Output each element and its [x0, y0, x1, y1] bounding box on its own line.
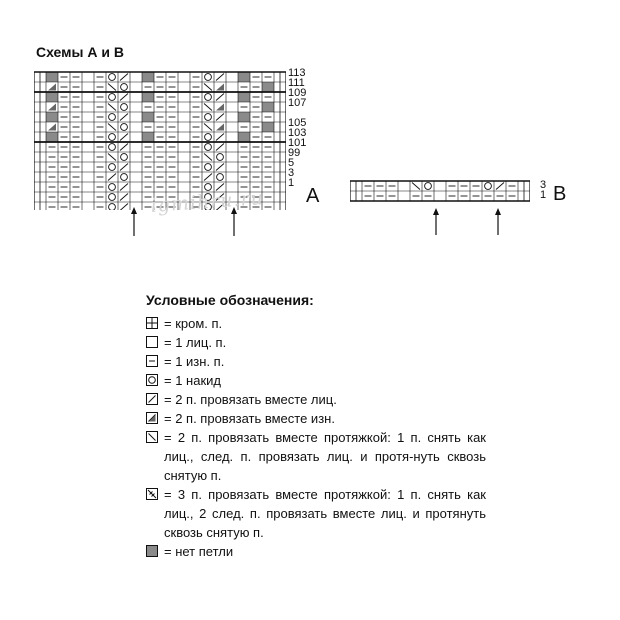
ssk-mark [204, 124, 212, 131]
no-stitch-cell [142, 132, 154, 142]
ssk-icon [146, 431, 158, 443]
legend-text-nostitch: = нет петли [164, 544, 234, 559]
no-stitch-cell [262, 82, 274, 92]
legend-item-purl [146, 352, 486, 371]
yarn-over-mark [217, 174, 224, 181]
ssk-mark [204, 84, 212, 91]
yarn-over-mark [109, 114, 116, 121]
yarn-over-mark [205, 74, 212, 81]
k2tog-mark [216, 144, 224, 151]
ssk-mark [108, 84, 116, 91]
k2tog-icon [146, 393, 158, 405]
yarn-over-mark [121, 104, 128, 111]
legend-text-purl: = 1 изн. п. [164, 354, 225, 369]
ssk-mark [108, 124, 116, 131]
yarn-over-mark [121, 154, 128, 161]
yarn-over-mark [205, 114, 212, 121]
legend-item-sk2p [146, 485, 486, 542]
legend-item-nostitch [146, 542, 486, 561]
page-title: Схемы А и В [36, 44, 124, 60]
p2tog-mark [216, 84, 224, 91]
yarn-over-mark [205, 94, 212, 101]
k2tog-mark [120, 134, 128, 141]
repeat-arrow-head [433, 208, 439, 215]
ssk-mark [204, 104, 212, 111]
legend-item-p2tog [146, 409, 486, 428]
k2tog-mark [120, 94, 128, 101]
no-stitch-cell [46, 72, 58, 82]
purl-stitch-icon [146, 355, 158, 367]
yarn-over-mark [205, 144, 212, 151]
no-stitch-cell [238, 92, 250, 102]
chart-a-row-number: 103 [288, 127, 307, 139]
ssk-mark [108, 104, 116, 111]
p2tog-mark [48, 84, 56, 91]
ssk-mark [412, 183, 420, 190]
sk2p-icon [146, 488, 158, 500]
p2tog-mark [48, 104, 56, 111]
watermark: igmihru.ru [150, 187, 265, 217]
legend-text-yo: = 1 накид [164, 373, 221, 388]
yarn-over-mark [217, 154, 224, 161]
legend-text-knit: = 1 лиц. п. [164, 335, 227, 350]
chart-b-label: B [553, 183, 567, 205]
p2tog-icon [146, 412, 158, 424]
ssk-mark [108, 154, 116, 161]
no-stitch-icon [146, 545, 158, 557]
k2tog-mark [120, 74, 128, 81]
yarn-over-mark [109, 164, 116, 171]
no-stitch-cell [142, 92, 154, 102]
chart-a-row-number: 3 [288, 167, 295, 179]
chart-b-row-number: 1 [540, 189, 547, 201]
legend-text-edge: = кром. п. [164, 316, 223, 331]
yarn-over-mark [109, 74, 116, 81]
legend-text-ssk: = 2 п. провязать вместе протяжкой: 1 п. снять как лиц., след. п. провязать лиц. и протя-нуть сквозь снятую п. [164, 430, 486, 483]
chart-a-row-number: 113 [288, 67, 306, 79]
p2tog-mark [216, 124, 224, 131]
k2tog-mark [216, 134, 224, 141]
ssk-mark [204, 154, 212, 161]
p2tog-mark [216, 104, 224, 111]
legend-item-edge [146, 314, 486, 333]
legend-item-ssk [146, 428, 486, 485]
chart-a-row-number: 111 [288, 77, 305, 89]
yarn-over-mark [121, 174, 128, 181]
chart-b-row-number: 3 [540, 179, 547, 191]
no-stitch-cell [262, 122, 274, 132]
k2tog-mark [108, 174, 116, 181]
yarn-over-mark [121, 124, 128, 131]
k2tog-mark [216, 164, 224, 171]
yarn-over-mark [205, 184, 212, 191]
legend [146, 292, 486, 561]
k2tog-mark [120, 144, 128, 151]
no-stitch-cell [46, 92, 58, 102]
chart-b-grid [350, 178, 530, 208]
legend-item-knit [146, 333, 486, 352]
yarn-over-mark [425, 183, 432, 190]
chart-a-label: A [306, 185, 320, 207]
edge-stitch-icon [146, 317, 158, 329]
yarn-over-mark [109, 144, 116, 151]
legend-item-yo [146, 371, 486, 390]
chart-a-row-number: 105 [288, 117, 307, 129]
no-stitch-cell [238, 132, 250, 142]
chart-b-arrows [350, 207, 530, 237]
yarn-over-mark [109, 184, 116, 191]
k2tog-mark [216, 74, 224, 81]
no-stitch-cell [142, 112, 154, 122]
legend-title: Условные обозначения: [146, 292, 314, 308]
k2tog-mark [496, 183, 504, 190]
yarn-over-mark [109, 134, 116, 141]
k2tog-mark [120, 194, 128, 201]
yarn-over-mark [485, 183, 492, 190]
k2tog-mark [216, 114, 224, 121]
legend-text-sk2p: = 3 п. провязать вместе протяжкой: 1 п. снять как лиц., 2 след. п. провязать вместе лиц. и протянуть сквозь снятую п. [164, 487, 486, 540]
chart-a-row-number: 107 [288, 97, 307, 109]
p2tog-mark [48, 124, 56, 131]
chart-a-row-number: 101 [288, 137, 307, 149]
legend-text-p2tog: = 2 п. провязать вместе изн. [164, 411, 335, 426]
k2tog-mark [120, 184, 128, 191]
chart-a-row-number: 1 [288, 177, 295, 189]
yarn-over-icon [146, 374, 158, 386]
k2tog-mark [216, 94, 224, 101]
chart-a-row-number: 99 [288, 147, 301, 159]
k2tog-mark [120, 164, 128, 171]
yarn-over-mark [121, 84, 128, 91]
no-stitch-cell [238, 112, 250, 122]
k2tog-mark [204, 174, 212, 181]
no-stitch-cell [46, 132, 58, 142]
yarn-over-mark [205, 134, 212, 141]
repeat-arrow-head [495, 208, 501, 215]
no-stitch-cell [238, 72, 250, 82]
repeat-arrow-head [131, 207, 137, 214]
chart-a-row-number: 109 [288, 87, 307, 99]
yarn-over-mark [109, 194, 116, 201]
no-stitch-cell [46, 112, 58, 122]
legend-item-k2tog [146, 390, 486, 409]
yarn-over-mark [109, 94, 116, 101]
k2tog-mark [120, 114, 128, 121]
knit-stitch-icon [146, 336, 158, 348]
yarn-over-mark [205, 164, 212, 171]
legend-text-k2tog: = 2 п. провязать вместе лиц. [164, 392, 337, 407]
chart-a-row-number: 5 [288, 157, 295, 169]
no-stitch-cell [142, 72, 154, 82]
no-stitch-cell [262, 102, 274, 112]
